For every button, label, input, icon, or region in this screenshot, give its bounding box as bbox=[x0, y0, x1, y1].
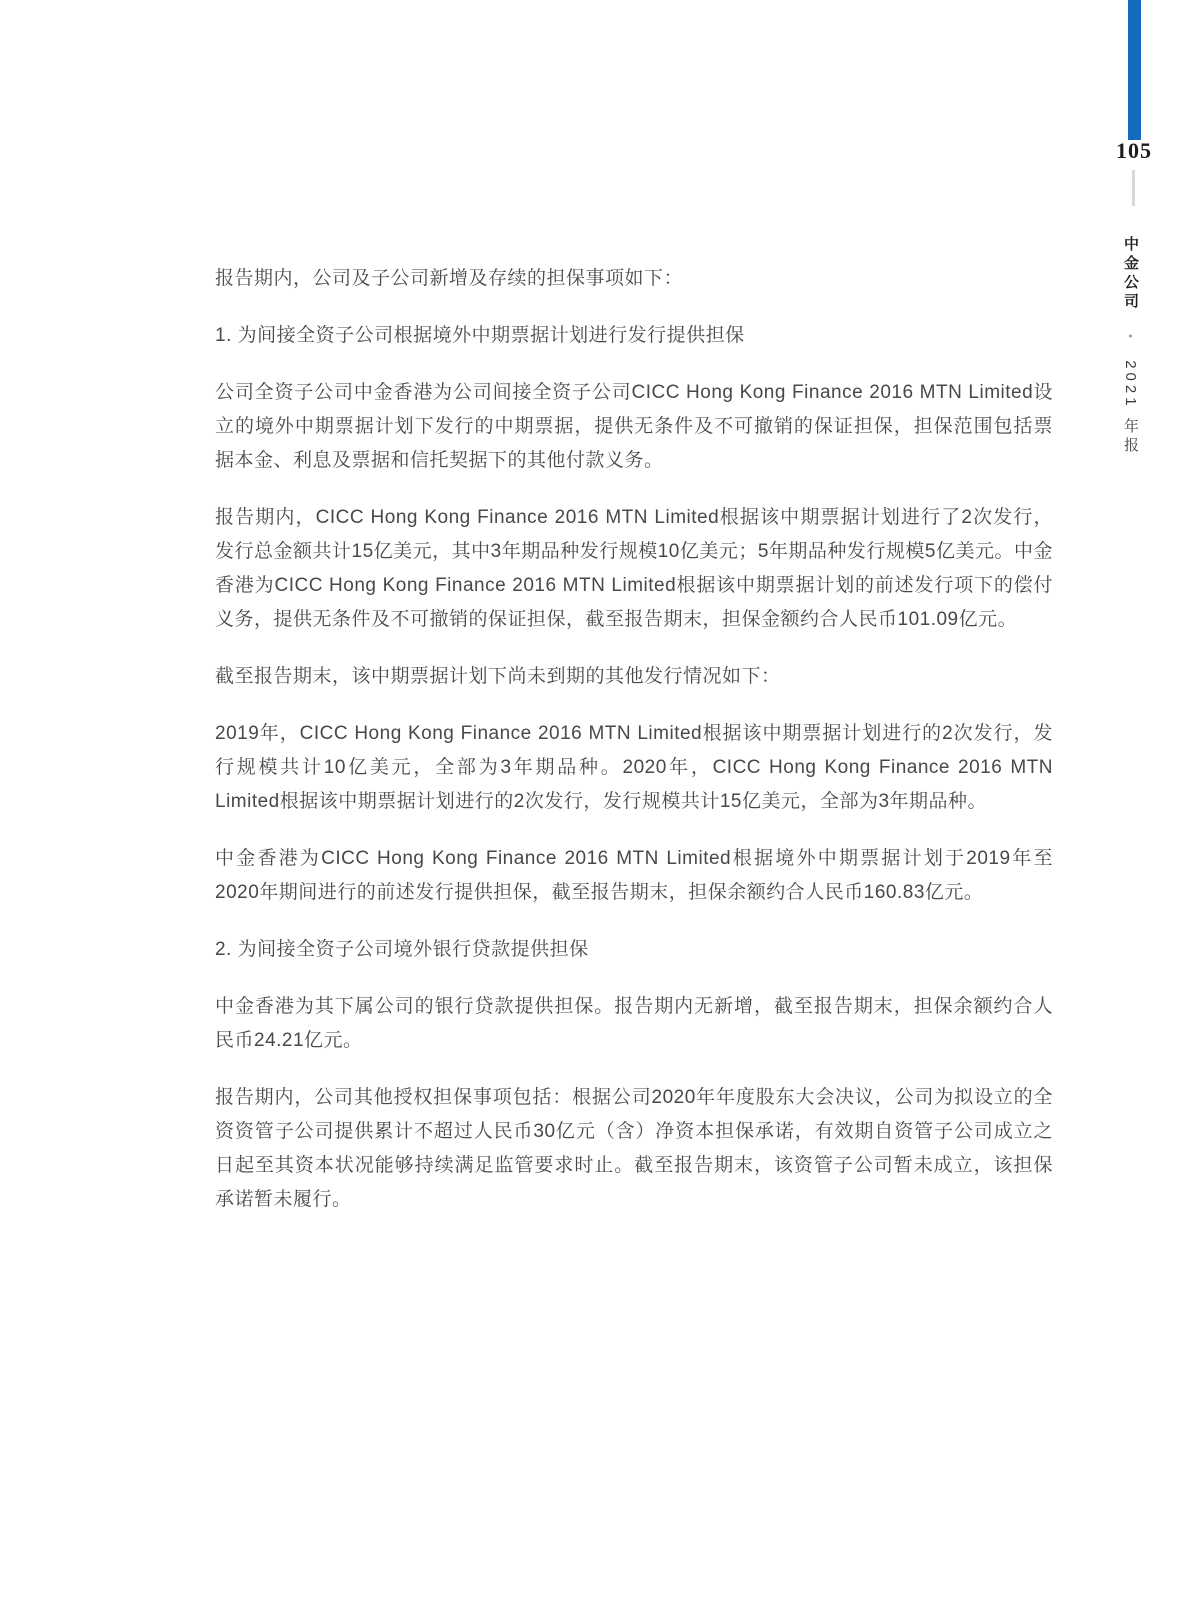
sidebar-company-name: 中金公司 bbox=[1122, 236, 1139, 312]
paragraph-item1-body-1: 公司全资子公司中金香港为公司间接全资子公司CICC Hong Kong Finance 2016 MTN Limited设立的境外中期票据计划下发行的中期票据，提供无条件及不可撤销的保证担保，担保范围包括票据本金、利息及票据和信托契据下的其他付款义务。 bbox=[215, 382, 1053, 471]
sidebar-title bbox=[1120, 236, 1141, 656]
accent-bar bbox=[1128, 0, 1141, 140]
paragraph-item2-heading: 2. 为间接全资子公司境外银行贷款提供担保 bbox=[215, 939, 589, 960]
paragraph-other-guarantees: 报告期内，公司其他授权担保事项包括：根据公司2020年年度股东大会决议，公司为拟设立的全资资管子公司提供累计不超过人民币30亿元（含）净资本担保承诺，有效期自资管子公司成立之日起至其资本状况能够持续满足监管要求时止。截至报告期末，该资管子公司暂未成立，该担保承诺暂未履行。 bbox=[215, 1087, 1053, 1210]
paragraph-item1-body-5: 中金香港为CICC Hong Kong Finance 2016 MTN Limited根据境外中期票据计划于2019年至2020年期间进行的前述发行提供担保，截至报告期末，担保余额约合人民币160.83亿元。 bbox=[215, 848, 1053, 903]
paragraph-item1-heading: 1. 为间接全资子公司根据境外中期票据计划进行发行提供担保 bbox=[215, 325, 745, 346]
paragraph-intro: 报告期内，公司及子公司新增及存续的担保事项如下： bbox=[215, 268, 684, 289]
paragraph-item1-body-4: 2019年，CICC Hong Kong Finance 2016 MTN Limited根据该中期票据计划进行的2次发行，发行规模共计10亿美元，全部为3年期品种。2020年，CICC Hong Kong Finance 2016 MTN Limited根据该中期票据计划进行的2次发行，发行规模共计15亿美元，全部为3年期品种。 bbox=[215, 723, 1053, 812]
sidebar-report-edition: 2021 年报 bbox=[1122, 360, 1139, 456]
paragraph-item1-body-3: 截至报告期末，该中期票据计划下尚未到期的其他发行情况如下： bbox=[215, 666, 781, 687]
paragraph-item2-body: 中金香港为其下属公司的银行贷款提供担保。报告期内无新增，截至报告期末，担保余额约合人民币24.21亿元。 bbox=[215, 996, 1053, 1051]
body-text bbox=[215, 262, 1053, 1240]
page-number: 105 bbox=[1116, 138, 1152, 163]
page-number-divider bbox=[1132, 170, 1135, 206]
paragraph-item1-body-2: 报告期内，CICC Hong Kong Finance 2016 MTN Limited根据该中期票据计划进行了2次发行，发行总金额共计15亿美元，其中3年期品种发行规模10亿美元；5年期品种发行规模5亿美元。中金香港为CICC Hong Kong Finance 2016 MTN Limited根据该中期票据计划的前述发行项下的偿付义务，提供无条件及不可撤销的保证担保，截至报告期末，担保金额约合人民币101.09亿元。 bbox=[215, 507, 1053, 630]
sidebar-bullet-icon: • bbox=[1124, 334, 1136, 339]
